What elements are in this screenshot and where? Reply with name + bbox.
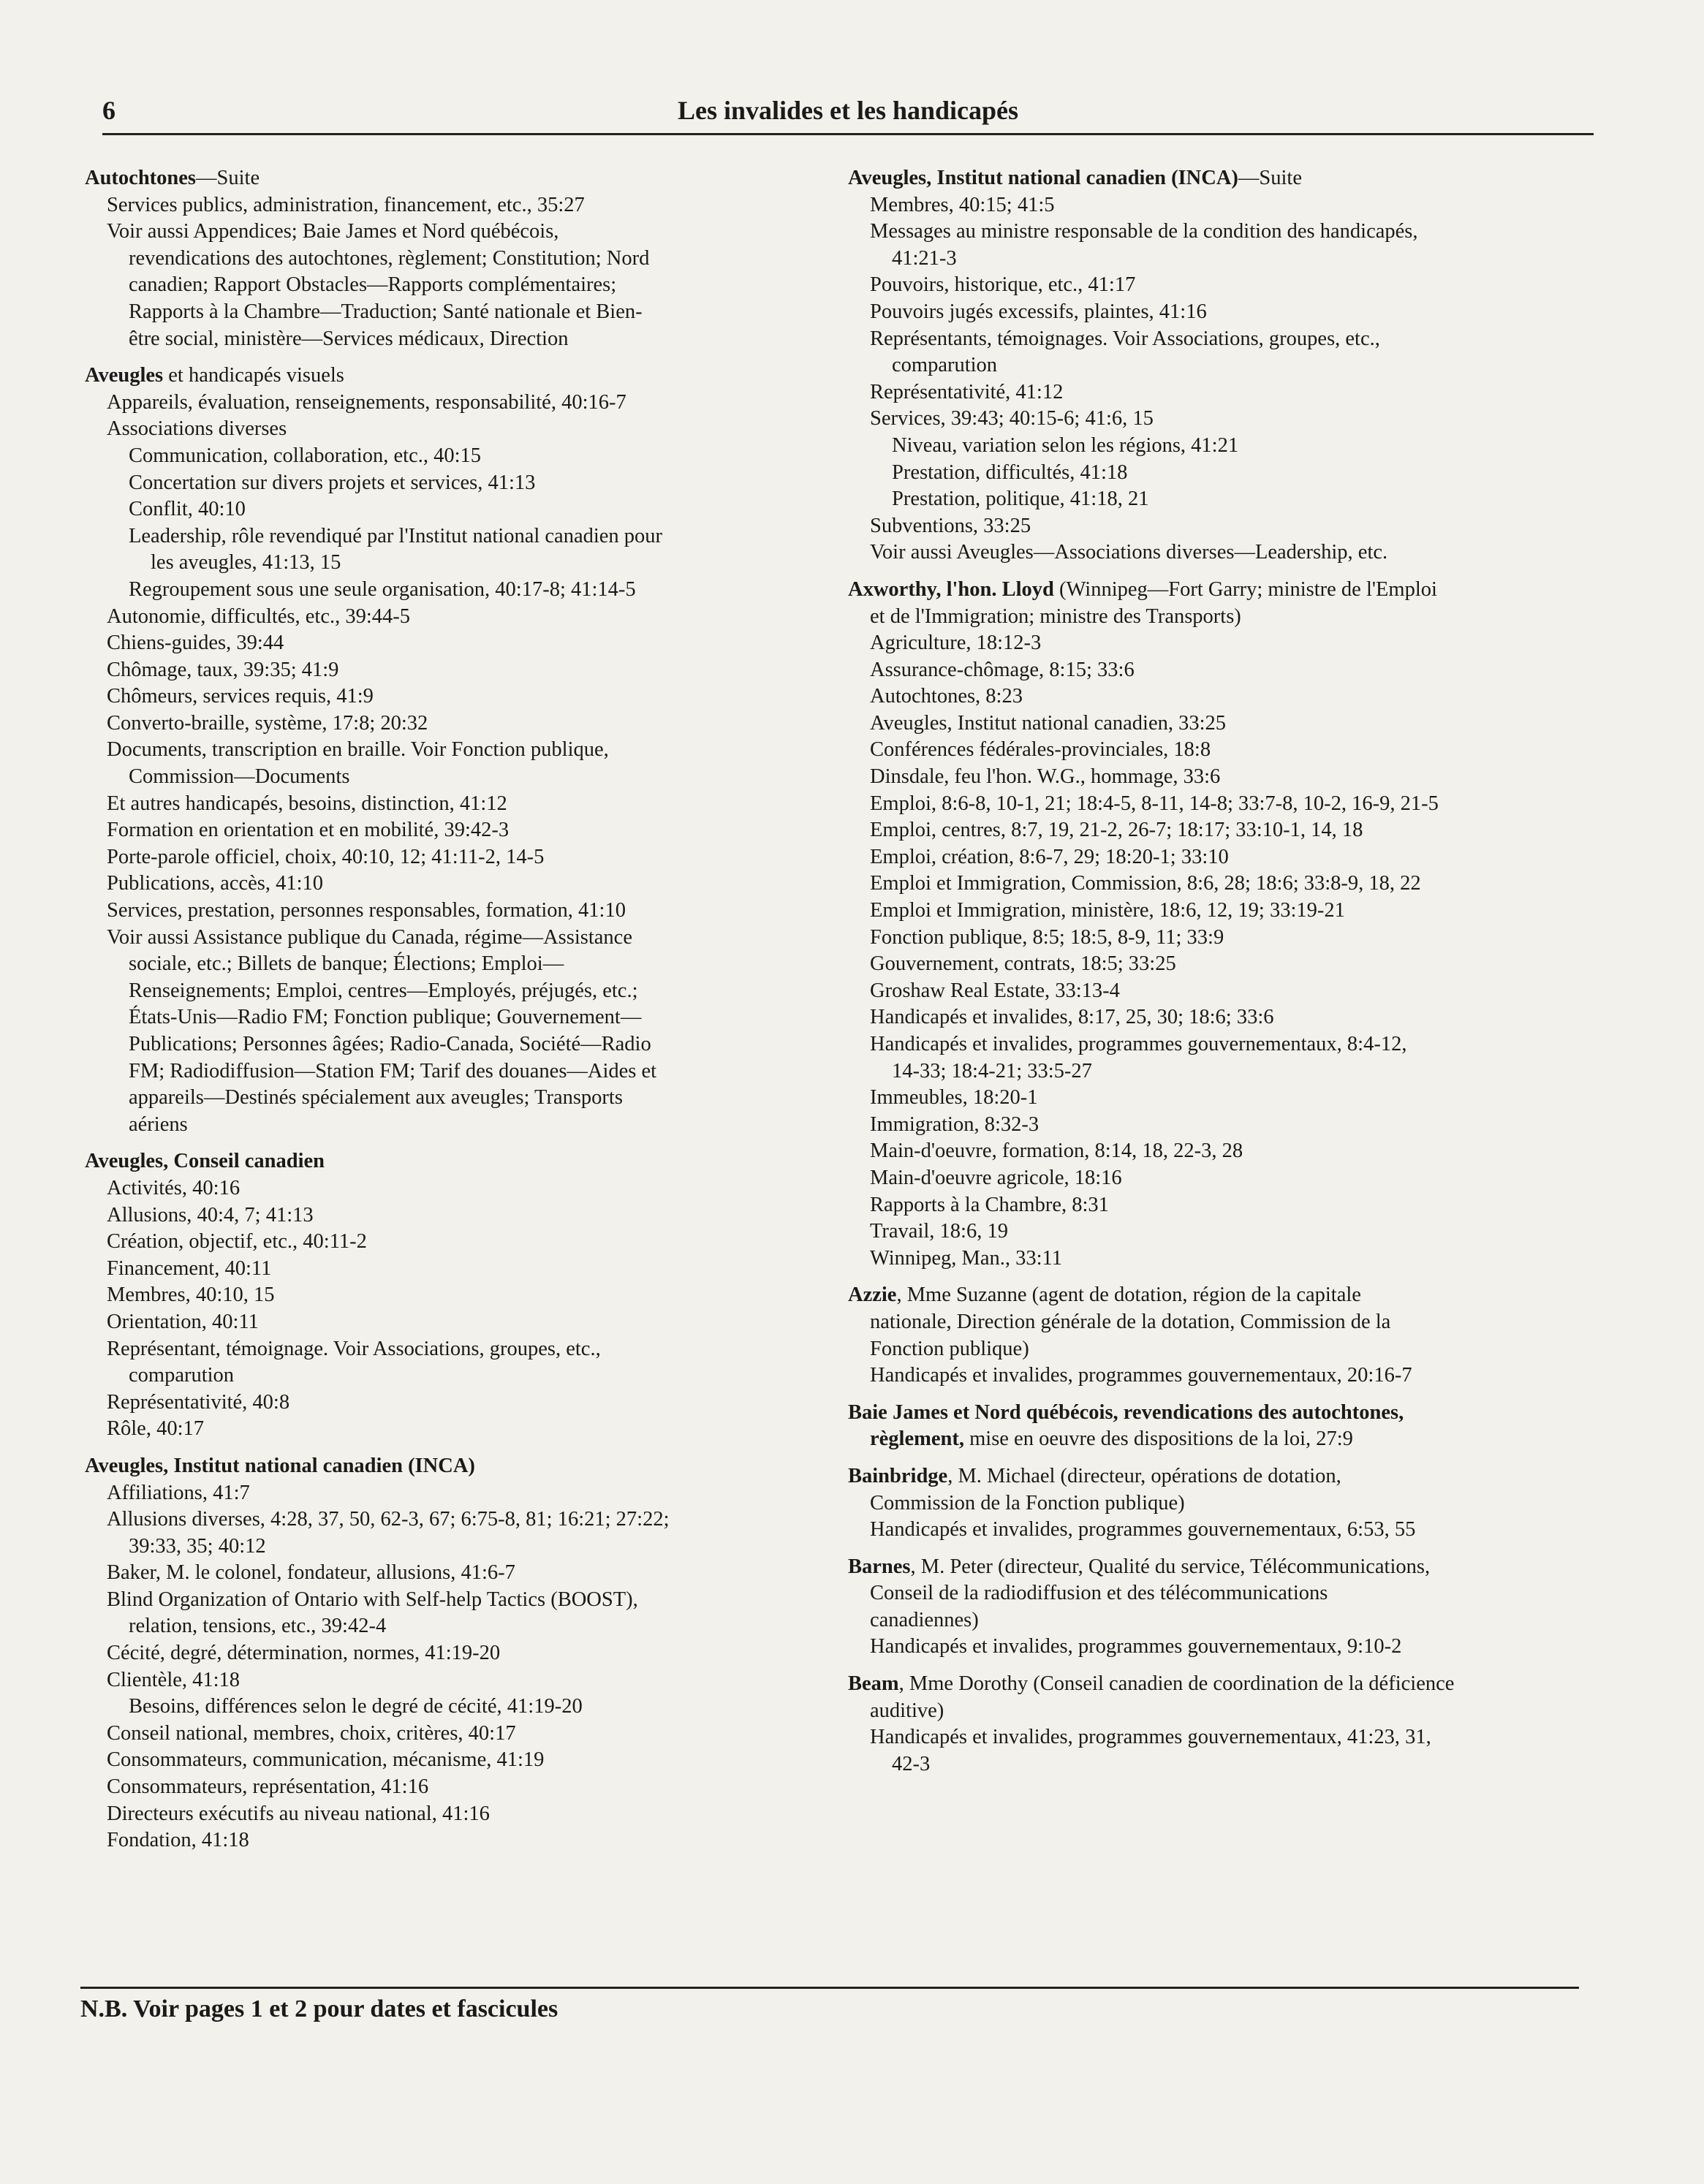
- index-line: Dinsdale, feu l'hon. W.G., hommage, 33:6: [870, 765, 1221, 789]
- index-heading-line: [848, 1671, 1586, 1698]
- index-line: 41:21-3: [892, 246, 957, 270]
- index-line: Commission de la Fonction publique): [870, 1491, 1185, 1514]
- index-line: Main-d'oeuvre, formation, 8:14, 18, 22-3, 28: [870, 1140, 1243, 1163]
- index-line: Représentativité, 41:12: [870, 380, 1064, 403]
- index-line: relation, tensions, etc., 39:42-4: [129, 1615, 387, 1638]
- index-line: Formation en orientation et en mobilité, 39:42-3: [107, 819, 510, 842]
- index-heading-line: [848, 1400, 1586, 1427]
- index-line: Niveau, variation selon les régions, 41:21: [892, 433, 1239, 457]
- index-heading: Beam: [848, 1672, 899, 1696]
- index-heading-detail: mise en oeuvre des dispositions de la loi, 27:9: [963, 1427, 1353, 1451]
- index-line: Voir aussi Assistance publique du Canada, régime—Assistance: [107, 925, 632, 949]
- index-line: Subventions, 33:25: [870, 514, 1031, 537]
- index-line: Membres, 40:10, 15: [107, 1284, 275, 1307]
- index-line: Emploi et Immigration, ministère, 18:6, 12, 19; 33:19-21: [870, 899, 1345, 922]
- index-line: Groshaw Real Estate, 33:13-4: [870, 979, 1120, 1002]
- index-line: Immeubles, 18:20-1: [870, 1086, 1038, 1110]
- index-heading-line: [848, 1463, 1586, 1490]
- index-heading-line: [85, 1453, 823, 1480]
- index-line: Membres, 40:15; 41:5: [870, 193, 1055, 216]
- index-line: Représentant, témoignage. Voir Associations, groupes, etc.,: [107, 1337, 601, 1360]
- footer-divider: [80, 1987, 1579, 1989]
- index-line: Publications, accès, 41:10: [107, 872, 324, 895]
- index-line: Rapports à la Chambre—Traduction; Santé nationale et Bien-: [129, 300, 643, 323]
- index-line: et de l'Immigration; ministre des Transports): [870, 604, 1241, 628]
- index-heading-line: [848, 1282, 1586, 1309]
- index-line: Blind Organization of Ontario with Self-help Tactics (BOOST),: [107, 1588, 638, 1611]
- index-line: Main-d'oeuvre agricole, 18:16: [870, 1166, 1122, 1189]
- index-line: Rôle, 40:17: [107, 1417, 204, 1441]
- index-line: Services, prestation, personnes responsables, formation, 41:10: [107, 899, 626, 922]
- index-line: Handicapés et invalides, programmes gouvernementaux, 9:10-2: [870, 1635, 1402, 1658]
- left-index-column: [85, 165, 823, 1854]
- index-line: Winnipeg, Man., 33:11: [870, 1246, 1062, 1270]
- index-line: Appareils, évaluation, renseignements, responsabilité, 40:16-7: [107, 390, 626, 414]
- index-line: Prestation, politique, 41:18, 21: [892, 488, 1149, 511]
- index-line: Consommateurs, communication, mécanisme, 41:19: [107, 1748, 545, 1772]
- index-heading-detail: (Winnipeg—Fort Garry; ministre de l'Emploi: [1053, 577, 1437, 601]
- index-heading-detail: , M. Michael (directeur, opérations de dotation,: [947, 1464, 1341, 1487]
- index-line: être social, ministère—Services médicaux, Direction: [129, 327, 569, 350]
- index-heading-line: [85, 1148, 823, 1175]
- index-line: Immigration, 8:32-3: [870, 1112, 1040, 1136]
- index-line: Rapports à la Chambre, 8:31: [870, 1193, 1109, 1216]
- index-line: Fonction publique, 8:5; 18:5, 8-9, 11; 33:9: [870, 925, 1224, 949]
- index-line: 14-33; 18:4-21; 33:5-27: [892, 1059, 1092, 1082]
- index-line: Autochtones, 8:23: [870, 685, 1023, 708]
- index-heading-detail: , Mme Suzanne (agent de dotation, région de la capitale: [896, 1284, 1361, 1307]
- index-line: comparution: [129, 1364, 235, 1387]
- index-line: Représentants, témoignages. Voir Associations, groupes, etc.,: [870, 327, 1380, 350]
- index-line: Conflit, 40:10: [129, 498, 246, 521]
- page-header: [102, 95, 1594, 135]
- index-line: Associations diverses: [107, 417, 287, 441]
- index-line: Gouvernement, contrats, 18:5; 33:25: [870, 952, 1176, 976]
- index-line: canadiennes): [870, 1608, 979, 1631]
- index-heading: Barnes: [848, 1555, 911, 1578]
- index-line: Leadership, rôle revendiqué par l'Institut national canadien pour: [129, 524, 663, 547]
- index-line: Conférences fédérales-provinciales, 18:8: [870, 738, 1211, 762]
- index-line: Conseil de la radiodiffusion et des télécommunications: [870, 1582, 1328, 1605]
- index-line: appareils—Destinés spécialement aux aveugles; Transports: [129, 1086, 623, 1110]
- index-line: Renseignements; Emploi, centres—Employés, préjugés, etc.;: [129, 979, 638, 1002]
- index-line: Directeurs exécutifs au niveau national, 41:16: [107, 1802, 490, 1825]
- index-line: Chômeurs, services requis, 41:9: [107, 685, 374, 708]
- index-line: Consommateurs, représentation, 41:16: [107, 1775, 429, 1799]
- index-line: Handicapés et invalides, programmes gouvernementaux, 20:16-7: [870, 1364, 1412, 1387]
- index-line: Fonction publique): [870, 1337, 1029, 1360]
- index-line: aériens: [129, 1112, 188, 1136]
- index-line: Voir aussi Aveugles—Associations diverses—Leadership, etc.: [870, 541, 1388, 564]
- index-heading-detail: et handicapés visuels: [163, 364, 344, 387]
- index-line: Travail, 18:6, 19: [870, 1220, 1008, 1243]
- index-line: Activités, 40:16: [107, 1176, 241, 1199]
- index-line: Prestation, difficultés, 41:18: [892, 460, 1128, 484]
- index-heading-detail: —Suite: [196, 167, 260, 189]
- index-line: Allusions, 40:4, 7; 41:13: [107, 1203, 314, 1226]
- page-title: Les invalides et les handicapés: [677, 96, 1019, 125]
- index-line: Assurance-chômage, 8:15; 33:6: [870, 658, 1135, 681]
- index-heading: Aveugles, Institut national canadien (INCA): [85, 1454, 475, 1477]
- index-heading-line: [848, 1554, 1586, 1581]
- index-line: Pouvoirs jugés excessifs, plaintes, 41:16: [870, 300, 1207, 323]
- index-line: Publications; Personnes âgées; Radio-Canada, Société—Radio: [129, 1033, 651, 1055]
- index-line: Besoins, différences selon le degré de cécité, 41:19-20: [129, 1695, 583, 1718]
- index-heading-detail: , M. Peter (directeur, Qualité du service, Télécommunications,: [910, 1555, 1431, 1578]
- index-line: Handicapés et invalides, programmes gouvernementaux, 41:23, 31,: [870, 1726, 1431, 1749]
- index-line: Services publics, administration, financement, etc., 35:27: [107, 193, 585, 216]
- index-line: Emploi, centres, 8:7, 19, 21-2, 26-7; 18:17; 33:10-1, 14, 18: [870, 819, 1363, 842]
- index-line: canadien; Rapport Obstacles—Rapports complémentaires;: [129, 273, 617, 297]
- index-heading-line: [848, 1426, 1586, 1453]
- index-line: Pouvoirs, historique, etc., 41:17: [870, 273, 1136, 297]
- footer-note: N.B. Voir pages 1 et 2 pour dates et fascicules: [80, 1995, 558, 2022]
- index-line: Représentativité, 40:8: [107, 1390, 290, 1414]
- index-heading-detail: , Mme Dorothy (Conseil canadien de coordination de la déficience: [898, 1672, 1455, 1696]
- index-line: Baker, M. le colonel, fondateur, allusions, 41:6-7: [107, 1561, 515, 1585]
- index-line: Emploi, 8:6-8, 10-1, 21; 18:4-5, 8-11, 14-8; 33:7-8, 10-2, 16-9, 21-5: [870, 792, 1439, 815]
- index-line: Services, 39:43; 40:15-6; 41:6, 15: [870, 407, 1154, 431]
- index-line: Fondation, 41:18: [107, 1829, 249, 1852]
- index-line: Commission—Documents: [129, 765, 350, 789]
- index-heading: Aveugles, Institut national canadien (INCA): [848, 167, 1238, 189]
- index-line: Cécité, degré, détermination, normes, 41:19-20: [107, 1642, 501, 1665]
- index-line: Handicapés et invalides, 8:17, 25, 30; 18:6; 33:6: [870, 1006, 1274, 1029]
- index-heading: Aveugles: [85, 364, 164, 387]
- index-line: sociale, etc.; Billets de banque; Élections; Emploi—: [129, 952, 564, 976]
- index-heading: Axworthy, l'hon. Lloyd: [848, 577, 1054, 601]
- index-line: Concertation sur divers projets et services, 41:13: [129, 471, 536, 494]
- page-number: 6: [102, 96, 116, 125]
- index-line: Allusions diverses, 4:28, 37, 50, 62-3, 67; 6:75-8, 81; 16:21; 27:22;: [107, 1508, 670, 1531]
- index-line: les aveugles, 41:13, 15: [151, 551, 341, 575]
- index-line: Converto-braille, système, 17:8; 20:32: [107, 711, 428, 735]
- index-heading: Bainbridge: [848, 1464, 948, 1487]
- index-line: Clientèle, 41:18: [107, 1668, 241, 1691]
- index-line: Voir aussi Appendices; Baie James et Nord québécois,: [107, 220, 559, 243]
- index-line: Conseil national, membres, choix, critères, 40:17: [107, 1721, 516, 1745]
- index-line: auditive): [870, 1699, 944, 1722]
- index-line: 39:33, 35; 40:12: [129, 1534, 266, 1558]
- right-index-column: [848, 165, 1586, 1778]
- index-line: Affiliations, 41:7: [107, 1481, 250, 1504]
- index-line: Chiens-guides, 39:44: [107, 632, 284, 655]
- index-line: Handicapés et invalides, programmes gouvernementaux, 6:53, 55: [870, 1518, 1416, 1542]
- index-line: Agriculture, 18:12-3: [870, 632, 1042, 655]
- index-line: Orientation, 40:11: [107, 1310, 259, 1333]
- index-line: Communication, collaboration, etc., 40:15: [129, 444, 482, 467]
- index-line: Documents, transcription en braille. Voir Fonction publique,: [107, 738, 609, 762]
- index-line: FM; Radiodiffusion—Station FM; Tarif des douanes—Aides et: [129, 1059, 657, 1082]
- index-line: Aveugles, Institut national canadien, 33:25: [870, 711, 1227, 735]
- index-line: Emploi, création, 8:6-7, 29; 18:20-1; 33:10: [870, 845, 1229, 868]
- index-heading-line: [85, 165, 823, 192]
- index-line: revendications des autochtones, règlement; Constitution; Nord: [129, 246, 650, 270]
- index-line: comparution: [892, 354, 998, 377]
- index-line: 42-3: [892, 1752, 931, 1775]
- index-line: Autonomie, difficultés, etc., 39:44-5: [107, 604, 411, 628]
- index-line: Regroupement sous une seule organisation, 40:17-8; 41:14-5: [129, 577, 636, 601]
- index-line: Chômage, taux, 39:35; 41:9: [107, 658, 339, 681]
- index-line: Création, objectif, etc., 40:11-2: [107, 1230, 367, 1254]
- index-line: Et autres handicapés, besoins, distinction, 41:12: [107, 792, 507, 815]
- index-line: Porte-parole officiel, choix, 40:10, 12; 41:11-2, 14-5: [107, 845, 545, 868]
- index-heading-line: [848, 577, 1586, 604]
- index-heading: Autochtones: [85, 167, 197, 189]
- index-heading: règlement,: [870, 1427, 964, 1451]
- index-heading: Aveugles, Conseil canadien: [85, 1150, 325, 1173]
- index-heading: Azzie: [848, 1284, 897, 1307]
- index-line: nationale, Direction générale de la dotation, Commission de la: [870, 1310, 1391, 1333]
- index-line: États-Unis—Radio FM; Fonction publique; Gouvernement—: [129, 1006, 642, 1029]
- index-heading-line: [848, 165, 1586, 192]
- index-line: Handicapés et invalides, programmes gouvernementaux, 8:4-12,: [870, 1033, 1407, 1055]
- index-heading: Baie James et Nord québécois, revendications des autochtones,: [848, 1400, 1404, 1424]
- index-line: Financement, 40:11: [107, 1256, 272, 1280]
- index-line: Messages au ministre responsable de la condition des handicapés,: [870, 220, 1418, 243]
- index-heading-line: [85, 363, 823, 390]
- index-heading-detail: —Suite: [1238, 167, 1302, 189]
- index-line: Emploi et Immigration, Commission, 8:6, 28; 18:6; 33:8-9, 18, 22: [870, 872, 1421, 895]
